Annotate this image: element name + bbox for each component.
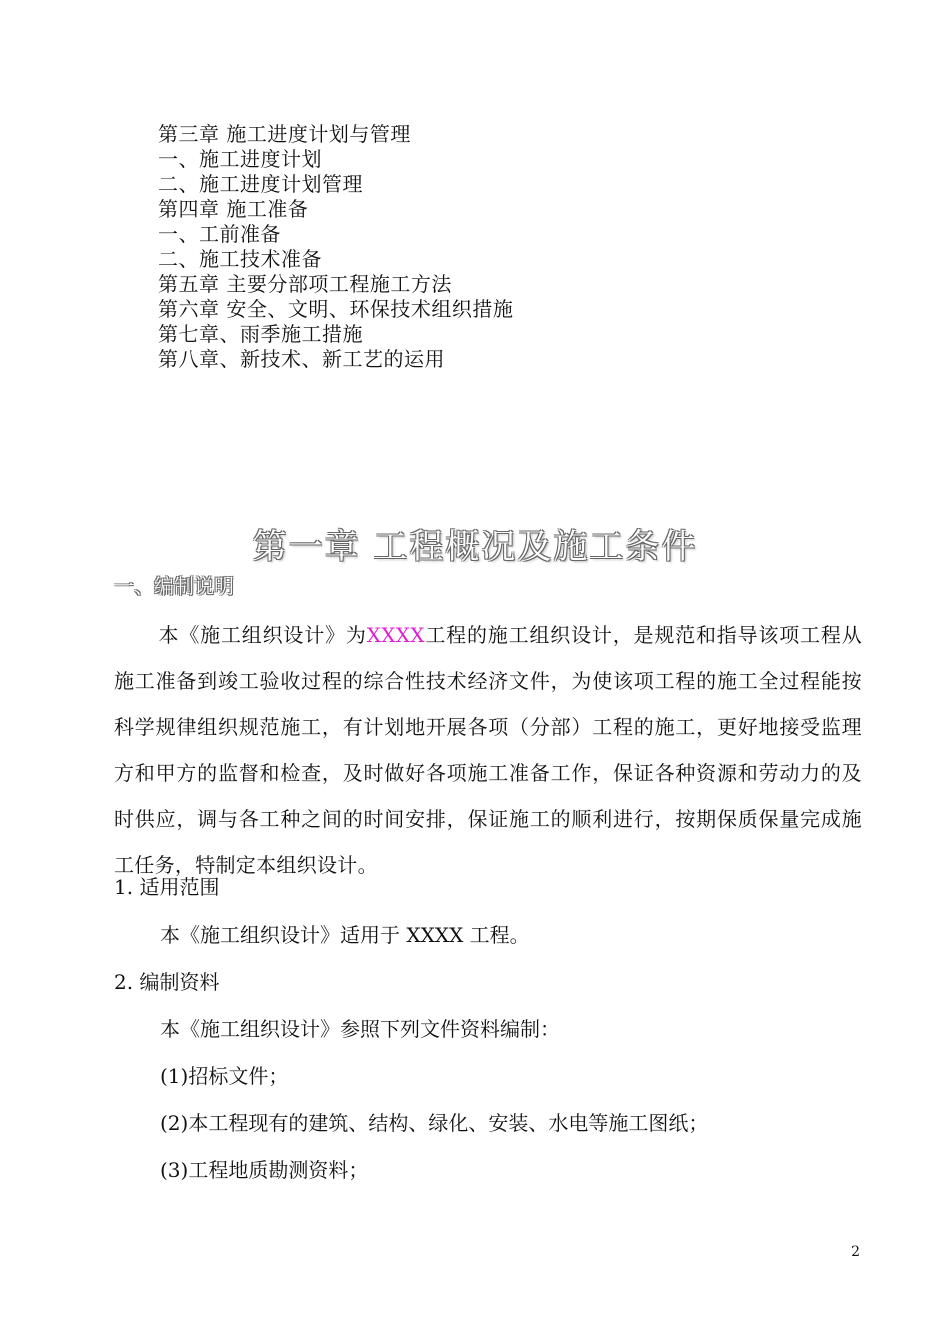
toc-item: 第八章、新技术、新工艺的运用 bbox=[158, 347, 445, 371]
page-number: 2 bbox=[851, 1244, 860, 1260]
materials-intro: 本《施工组织设计》参照下列文件资料编制： bbox=[160, 1017, 560, 1041]
toc-item: 一、施工进度计划 bbox=[158, 147, 322, 171]
toc-item: 第四章 施工准备 bbox=[158, 197, 309, 221]
table-of-contents bbox=[158, 122, 513, 372]
scope-heading: 1. 适用范围 bbox=[114, 875, 220, 899]
paragraph-text-start: 本《施工组织设计》为 bbox=[158, 623, 367, 647]
scope-text: 本《施工组织设计》适用于 XXXX 工程。 bbox=[160, 923, 530, 947]
toc-item: 二、施工进度计划管理 bbox=[158, 172, 363, 196]
paragraph-text-rest: 工程的施工组织设计，是规范和指导该项工程从施工准备到竣工验收过程的综合性技术经济文件，为使该项工程的施工全过程能按科学规律组织规范施工，有计划地开展各项（分部）工程的施工，更好地接受监理方和甲方的监督和检查，及时做好各项施工准备工作，保证各种资源和劳动力的及时供应，调与各工种之间的时间安排，保证施工的顺利进行，按期保质保量完成施工任务，特制定本组织设计。 bbox=[114, 623, 862, 877]
section-heading: 一、编制说明 bbox=[114, 574, 234, 598]
toc-item: 一、工前准备 bbox=[158, 222, 281, 246]
toc-item: 第七章、雨季施工措施 bbox=[158, 322, 363, 346]
chapter-title: 第一章 工程概况及施工条件 bbox=[252, 527, 698, 567]
intro-paragraph bbox=[114, 612, 862, 888]
materials-item: (1)招标文件； bbox=[160, 1064, 289, 1088]
materials-item: (2)本工程现有的建筑、结构、绿化、安装、水电等施工图纸； bbox=[160, 1111, 709, 1135]
toc-item: 第六章 安全、文明、环保技术组织措施 bbox=[158, 297, 514, 321]
toc-item: 二、施工技术准备 bbox=[158, 247, 322, 271]
toc-item: 第三章 施工进度计划与管理 bbox=[158, 122, 411, 146]
materials-item: (3)工程地质勘测资料； bbox=[160, 1158, 369, 1182]
toc-item: 第五章 主要分部项工程施工方法 bbox=[158, 272, 452, 296]
project-name: XXXX bbox=[366, 623, 425, 647]
materials-heading: 2. 编制资料 bbox=[114, 970, 220, 994]
